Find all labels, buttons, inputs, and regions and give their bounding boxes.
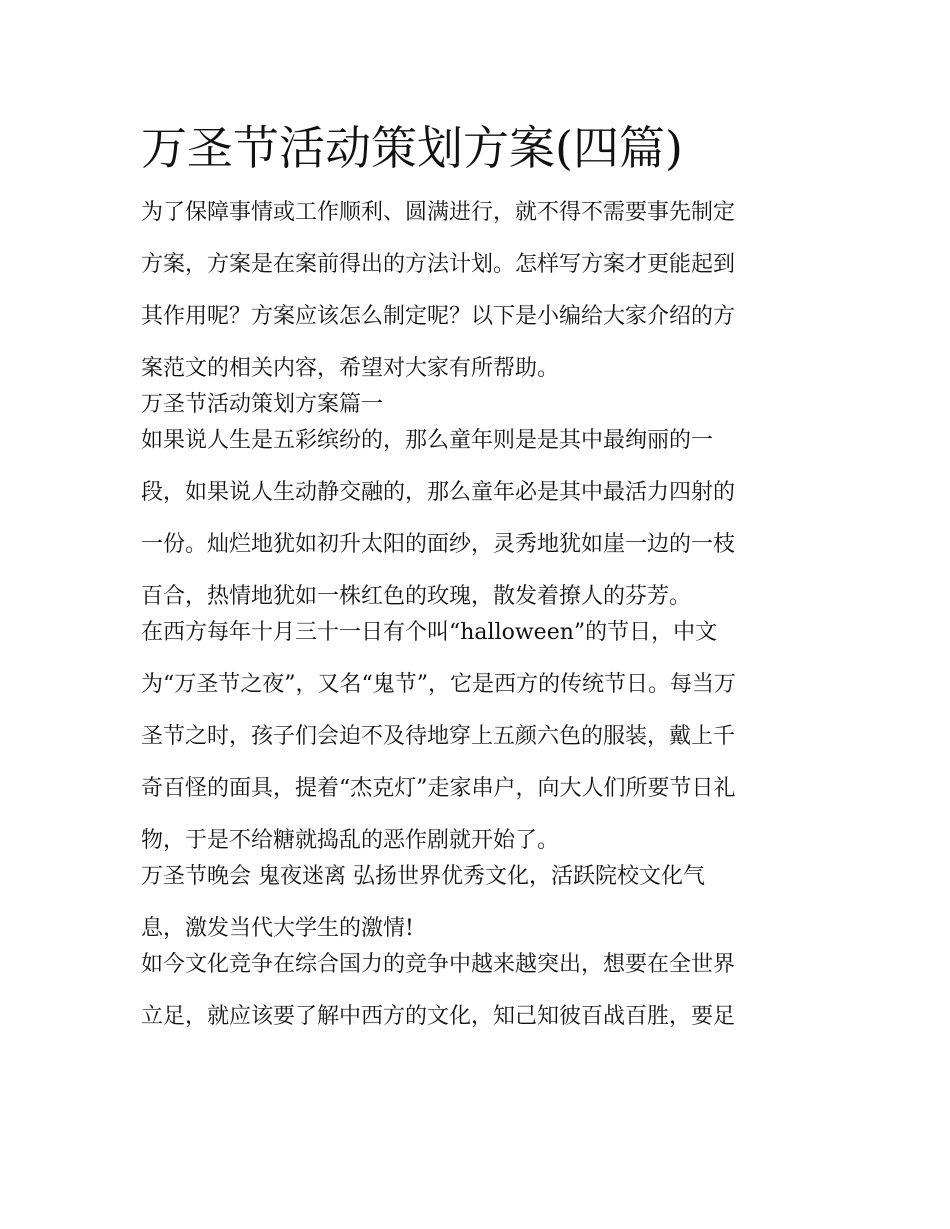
paragraph-line: 万圣节晚会 鬼夜迷离 弘扬世界优秀文化，活跃院校文化气 [141, 864, 705, 889]
paragraph-line: 为“万圣节之夜”，又名“鬼节”，它是西方的传统节日。每当万 [141, 672, 736, 697]
paragraph-line: 段，如果说人生动静交融的，那么童年必是其中最活力四射的 [141, 480, 736, 505]
childhood-paragraph [141, 428, 813, 610]
section-heading-paragraph [141, 392, 813, 418]
paragraph-line: 一份。灿烂地犹如初升太阳的面纱，灵秀地犹如崖一边的一枝 [141, 532, 736, 557]
section-heading: 万圣节活动策划方案篇一 [141, 392, 384, 417]
paragraph-line: 百合，热情地犹如一株红色的玫瑰，散发着撩人的芬芳。 [141, 584, 692, 609]
paragraph-line: 圣节之时，孩子们会迫不及待地穿上五颜六色的服装，戴上千 [141, 724, 736, 749]
paragraph-line: 如今文化竞争在综合国力的竞争中越来越突出，想要在全世界 [141, 952, 736, 977]
paragraph-line: 案范文的相关内容，希望对大家有所帮助。 [141, 356, 560, 381]
document-title: 万圣节活动策划方案(四篇) [141, 121, 683, 175]
paragraph-line: 立足，就应该要了解中西方的文化，知己知彼百战百胜，要足 [141, 1004, 736, 1029]
paragraph-line: 在西方每年十月三十一日有个叫“halloween”的节日，中文 [141, 620, 718, 645]
paragraph-line: 其作用呢？方案应该怎么制定呢？以下是小编给大家介绍的方 [141, 304, 736, 329]
party-paragraph [141, 864, 813, 942]
document-body [141, 116, 813, 1040]
paragraph-line: 息，激发当代大学生的激情! [141, 916, 414, 941]
paragraph-line: 方案，方案是在案前得出的方法计划。怎样写方案才更能起到 [141, 252, 736, 277]
paragraph-line: 物，于是不给糖就捣乱的恶作剧就开始了。 [141, 828, 560, 853]
halloween-paragraph [141, 620, 813, 854]
intro-paragraph [141, 200, 813, 382]
paragraph-line: 奇百怪的面具，提着“杰克灯”走家串户，向大人们所要节日礼 [141, 776, 736, 801]
paragraph-line: 为了保障事情或工作顺利、圆满进行，就不得不需要事先制定 [141, 200, 736, 225]
culture-paragraph [141, 952, 813, 1030]
paragraph-line: 如果说人生是五彩缤纷的，那么童年则是是其中最绚丽的一 [141, 428, 714, 453]
